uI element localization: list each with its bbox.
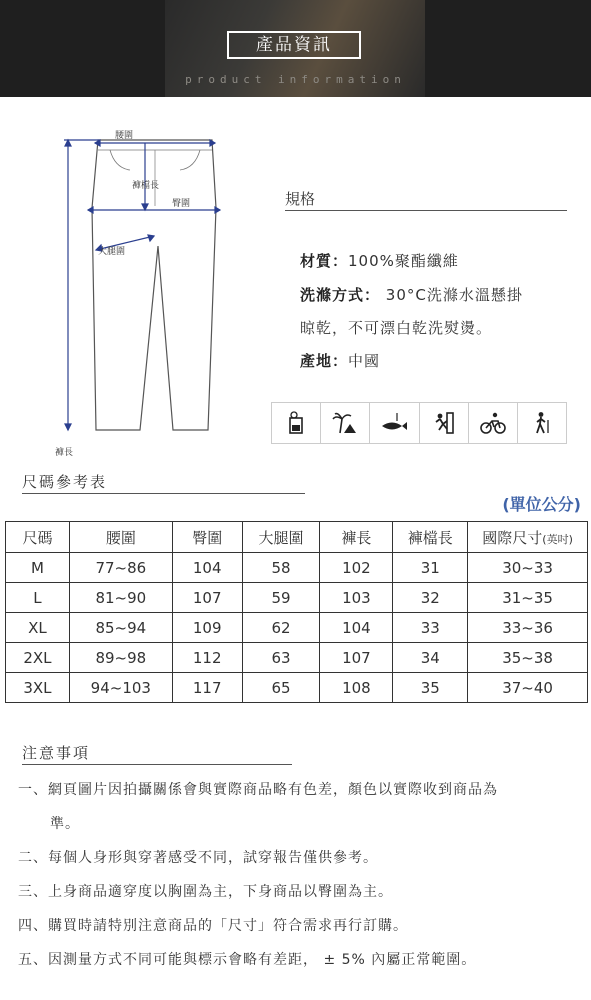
cell-hip: 109	[172, 613, 242, 643]
header-rise: 褲檔長	[393, 522, 468, 553]
cell-hip: 107	[172, 583, 242, 613]
wash-value: 30°C洗滌水溫懸掛	[380, 286, 523, 304]
material-label: 材質：	[300, 252, 349, 270]
cell-rise: 33	[393, 613, 468, 643]
header-banner	[0, 0, 591, 97]
cell-waist: 77~86	[69, 553, 172, 583]
hiking-icon	[518, 403, 566, 443]
note-item-4: 四、購買時請特別注意商品的「尺寸」符合需求再行訂購。	[18, 918, 408, 934]
cell-intl: 35~38	[468, 643, 588, 673]
cell-waist: 89~98	[69, 643, 172, 673]
cell-intl: 30~33	[468, 553, 588, 583]
pants-outline-icon	[40, 118, 240, 463]
cell-thigh: 65	[242, 673, 320, 703]
cell-rise: 34	[393, 643, 468, 673]
cell-waist: 81~90	[69, 583, 172, 613]
cell-size: 2XL	[6, 643, 70, 673]
fishing-icon	[370, 403, 419, 443]
cycling-icon	[469, 403, 518, 443]
cell-thigh: 62	[242, 613, 320, 643]
cell-rise: 31	[393, 553, 468, 583]
cell-length: 104	[320, 613, 393, 643]
cell-thigh: 58	[242, 553, 320, 583]
thigh-label: 大腿圍	[98, 247, 126, 257]
notes-divider	[22, 764, 292, 765]
table-header-row	[6, 522, 588, 553]
note-item-1-continued: 準。	[50, 816, 80, 832]
cell-intl: 33~36	[468, 613, 588, 643]
cell-length: 107	[320, 643, 393, 673]
origin-label: 產地：	[300, 352, 349, 370]
cell-hip: 117	[172, 673, 242, 703]
drink-cup-icon	[272, 403, 321, 443]
cell-size: XL	[6, 613, 70, 643]
cell-length: 103	[320, 583, 393, 613]
cell-length: 102	[320, 553, 393, 583]
cell-rise: 35	[393, 673, 468, 703]
header-hip: 臀圍	[172, 522, 242, 553]
header-waist: 腰圍	[69, 522, 172, 553]
activity-icons	[271, 402, 567, 444]
wash-row-2	[300, 317, 492, 338]
table-row	[6, 613, 588, 643]
cell-waist: 85~94	[69, 613, 172, 643]
cell-size: 3XL	[6, 673, 70, 703]
note-item-3: 三、上身商品適穿度以胸圍為主，下身商品以臀圍為主。	[18, 884, 393, 900]
note-item-5: 五、因測量方式不同可能與標示會略有差距， ± 5% 內屬正常範圍。	[18, 952, 477, 968]
cell-size: M	[6, 553, 70, 583]
wash-row	[300, 284, 523, 305]
cell-thigh: 63	[242, 643, 320, 673]
size-table	[5, 521, 588, 703]
header-length: 褲長	[320, 522, 393, 553]
header-intl-size: 國際尺寸(英吋)	[468, 522, 588, 553]
cell-intl: 37~40	[468, 673, 588, 703]
beach-icon	[321, 403, 370, 443]
rise-label: 褲檔長	[132, 181, 160, 191]
note-item-2: 二、每個人身形與穿著感受不同，試穿報告僅供參考。	[18, 850, 378, 866]
waist-label: 腰圍	[115, 131, 134, 141]
cell-rise: 32	[393, 583, 468, 613]
size-chart-title: 尺碼參考表	[22, 473, 108, 491]
cell-thigh: 59	[242, 583, 320, 613]
cell-size: L	[6, 583, 70, 613]
cell-length: 108	[320, 673, 393, 703]
origin-value: 中國	[348, 352, 381, 370]
notes-title: 注意事項	[22, 744, 91, 762]
length-label: 褲長	[55, 448, 74, 458]
cell-hip: 112	[172, 643, 242, 673]
spec-title: 規格	[285, 190, 316, 208]
hip-label: 臀圍	[172, 199, 191, 209]
wash-label: 洗滌方式：	[300, 286, 381, 304]
size-chart-divider	[22, 493, 305, 494]
table-row	[6, 553, 588, 583]
material-value: 100%聚酯纖維	[348, 252, 459, 270]
header-thigh: 大腿圍	[242, 522, 320, 553]
unit-label: (單位公分)	[502, 495, 581, 514]
table-row	[6, 673, 588, 703]
note-item-1: 一、網頁圖片因拍攝關係會與實際商品略有色差，顏色以實際收到商品為	[18, 782, 498, 798]
banner-subtitle: product information	[185, 73, 406, 86]
wash-value-continued: 晾乾，不可漂白乾洗熨燙。	[300, 319, 493, 337]
cell-waist: 94~103	[69, 673, 172, 703]
pants-measurement-diagram	[40, 118, 240, 463]
cell-hip: 104	[172, 553, 242, 583]
cell-intl: 31~35	[468, 583, 588, 613]
banner-title: 產品資訊	[227, 31, 361, 59]
header-size: 尺碼	[6, 522, 70, 553]
table-row	[6, 643, 588, 673]
material-row	[300, 250, 459, 271]
climbing-icon	[420, 403, 469, 443]
spec-divider	[285, 210, 567, 211]
table-row	[6, 583, 588, 613]
origin-row	[300, 350, 380, 371]
